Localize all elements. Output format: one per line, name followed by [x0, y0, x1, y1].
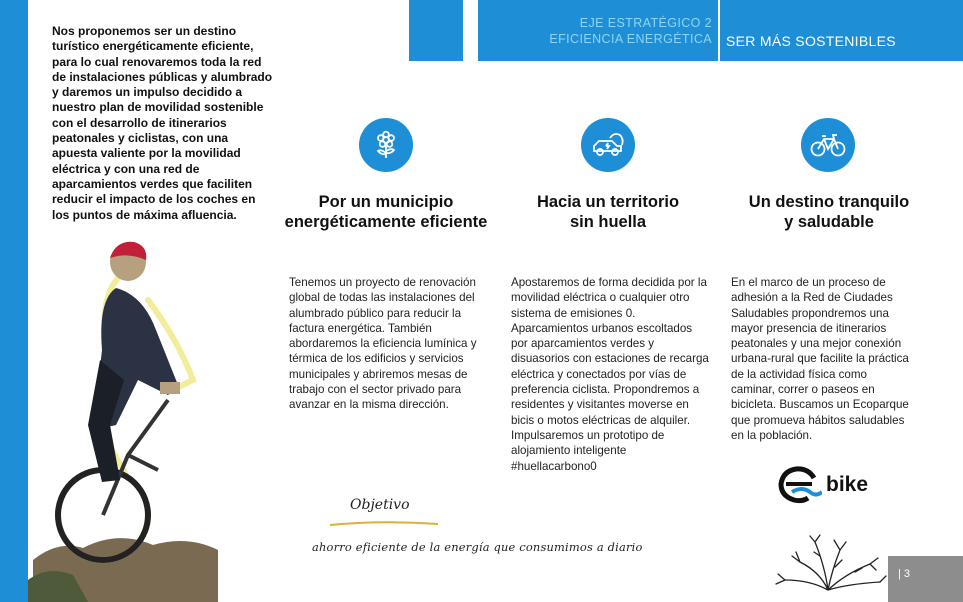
left-accent-bar [0, 0, 28, 602]
column-1-title-line2: energéticamente eficiente [284, 213, 488, 231]
electric-car-icon [581, 118, 635, 172]
bicycle-icon [801, 118, 855, 172]
header-axis-line2: EFICIENCIA ENERGÉTICA [549, 32, 712, 46]
column-3-title [734, 192, 924, 232]
header-title: SER MÁS SOSTENIBLES [726, 33, 896, 49]
column-2-title [510, 192, 706, 232]
column-2-body: Apostaremos de forma decidida por la movilidad eléctrica o cualquier otro sistema de emisiones 0. Aparcamientos urbanos escoltados por aparcamientos verdes y disuasorios con estaciones de recarga eléctrica y conectados por vías de preferencia ciclista. Propondremos a residentes y visitantes moverse en bicis o motos eléctricas de alquiler. Impulsaremos un prototipo de alojamiento inteligente #huellacarbono0 [511, 276, 709, 473]
header-axis-label [540, 15, 712, 47]
column-1-title-line1: Por un municipio [318, 193, 454, 211]
ebike-logo [778, 465, 888, 505]
header-divider [718, 0, 720, 61]
column-1-title [270, 192, 502, 232]
column-3-body: En el marco de un proceso de adhesión a la Red de Ciudades Saludables propondremos una mayor presencia de itinerarios peatonales y una mejor conexión urbana-rural que facilite la práctica de la actividad física como caminar, correr o paseos en bicicleta. Buscamos un Ecoparque que promueva hábitos saludables en la población. [731, 276, 909, 442]
flower-icon [359, 118, 413, 172]
header-accent-block [409, 0, 463, 61]
objective-label: Objetivo [350, 497, 410, 513]
header-axis-line1: EJE ESTRATÉGICO 2 [579, 16, 712, 30]
plant-illustration [770, 532, 890, 592]
column-1-body: Tenemos un proyecto de renovación global de todas las instalaciones del alumbrado público para reducir la factura energética. También abordaremos la eficiencia lumínica y térmica de los edificios y servicios municipales y abriremos mesas de trabajo con el sector privado para avanzar en la misma dirección. [289, 276, 477, 412]
page-number-box [888, 556, 963, 602]
objective-text: ahorro eficiente de la energía que consumimos a diario [312, 540, 643, 554]
ebike-logo-icon [778, 466, 822, 504]
ebike-logo-text: bike [826, 473, 869, 496]
column-2-title-line2: sin huella [569, 213, 647, 231]
page-number: | 3 [898, 568, 911, 580]
column-3-title-line1: Un destino tranquilo [748, 193, 910, 211]
column-2-title-line1: Hacia un territorio [536, 193, 680, 211]
objective-underline [330, 521, 438, 526]
column-3-title-line2: y saludable [784, 213, 874, 231]
intro-paragraph: Nos proponemos ser un destino turístico energéticamente eficiente, para lo cual renovaremos toda la red de instalaciones públicas y alumbrado y daremos un impulso decidido a nuestro plan de movilidad sostenible con el desarrollo de itinerarios peatonales y ciclistas, con una apuesta valiente por la movilidad eléctrica y con una red de aparcamientos verdes que faciliten reducir el impacto de los coches en los puntos de máxima afluencia. [52, 24, 273, 222]
cyclist-photo [28, 230, 218, 602]
